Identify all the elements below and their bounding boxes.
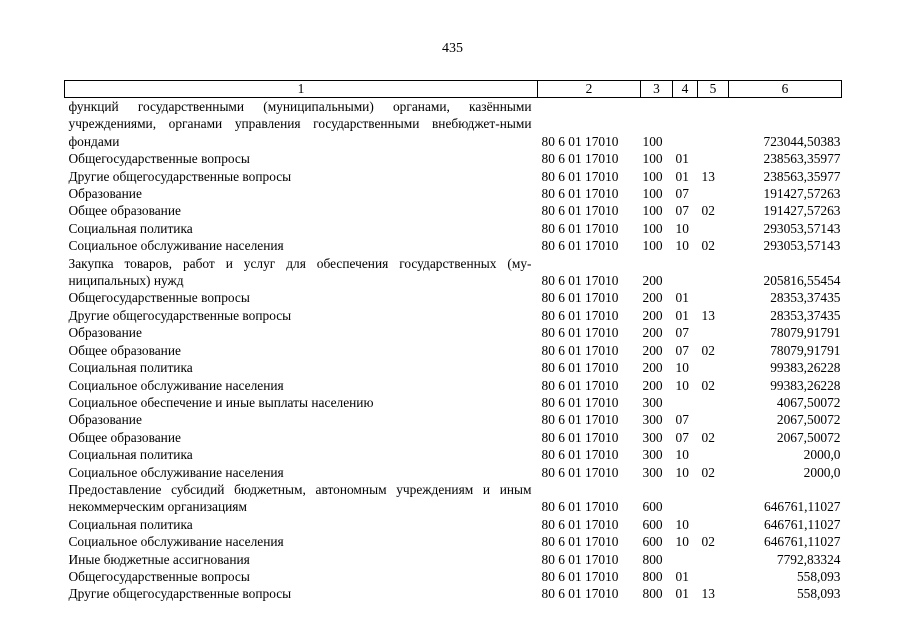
row-amount: 2000,0 [803, 464, 841, 480]
row-amount: 191427,57263 [763, 203, 841, 219]
row-subsection [698, 359, 729, 376]
header-col-5: 5 [698, 81, 729, 98]
table-row [65, 551, 842, 568]
row-subsection: 13 [701, 586, 715, 602]
row-amount: 2067,50072 [776, 429, 841, 445]
row-subsection: 02 [701, 429, 715, 445]
row-section: 07 [675, 342, 689, 358]
row-section: 10 [675, 238, 689, 254]
row-section: 01 [675, 168, 689, 184]
row-amount: 191427,57263 [763, 186, 841, 202]
row-subsection: 13 [701, 307, 715, 323]
row-section: 10 [675, 377, 689, 393]
row-code: 80 6 01 17010 [541, 429, 619, 445]
row-expense-type: 300 [642, 394, 663, 410]
row-section [673, 98, 698, 151]
table-row [65, 307, 842, 324]
row-name: Общее образование [68, 342, 181, 358]
row-section: 01 [675, 568, 689, 584]
row-section: 10 [675, 220, 689, 236]
row-subsection: 02 [701, 464, 715, 480]
row-name: Другие общегосударственные вопросы [68, 168, 292, 184]
table-row [65, 168, 842, 185]
row-section: 10 [675, 360, 689, 376]
row-code: 80 6 01 17010 [541, 586, 619, 602]
table-row [65, 533, 842, 550]
row-amount: 646761,11027 [764, 516, 841, 532]
table-row [65, 446, 842, 463]
row-section: 10 [675, 447, 689, 463]
row-amount: 646761,11027 [764, 534, 841, 550]
row-subsection: 13 [701, 168, 715, 184]
row-code: 80 6 01 17010 [541, 412, 619, 428]
row-name: Социальная политика [68, 220, 193, 236]
table-row [65, 429, 842, 446]
row-section: 07 [675, 412, 689, 428]
row-subsection [698, 516, 729, 533]
row-amount: 238563,35977 [763, 151, 841, 167]
row-code: 80 6 01 17010 [541, 133, 619, 149]
table-row [65, 342, 842, 359]
table-row [65, 289, 842, 306]
row-code: 80 6 01 17010 [541, 377, 619, 393]
row-subsection: 02 [701, 377, 715, 393]
row-name: Образование [68, 412, 142, 428]
row-section: 07 [675, 325, 689, 341]
row-expense-type: 200 [642, 377, 663, 393]
row-name: Общегосударственные вопросы [68, 568, 250, 584]
row-expense-type: 100 [642, 168, 663, 184]
row-amount: 205816,55454 [763, 273, 841, 289]
row-expense-type: 100 [642, 151, 663, 167]
row-expense-type: 200 [642, 273, 663, 289]
row-amount: 293053,57143 [763, 220, 841, 236]
row-code: 80 6 01 17010 [541, 499, 619, 515]
row-amount: 2067,50072 [776, 412, 841, 428]
row-amount: 99383,26228 [770, 377, 841, 393]
row-section: 07 [675, 203, 689, 219]
row-name: Общегосударственные вопросы [68, 151, 250, 167]
row-subsection [698, 551, 729, 568]
row-amount: 7792,83324 [776, 551, 841, 567]
row-name: Социальное обслуживание населения [68, 534, 284, 550]
row-subsection [698, 568, 729, 585]
row-code: 80 6 01 17010 [541, 464, 619, 480]
table-row [65, 359, 842, 376]
row-name: Социальная политика [68, 360, 193, 376]
table-row [65, 585, 842, 602]
row-name: Социальное обслуживание населения [68, 464, 284, 480]
row-name: Другие общегосударственные вопросы [68, 586, 292, 602]
row-code: 80 6 01 17010 [541, 325, 619, 341]
row-name: Социальная политика [68, 447, 193, 463]
row-amount: 238563,35977 [763, 168, 841, 184]
row-subsection [698, 289, 729, 306]
row-name: Иные бюджетные ассигнования [68, 551, 250, 567]
row-subsection [698, 411, 729, 428]
row-code: 80 6 01 17010 [541, 203, 619, 219]
table-row [65, 377, 842, 394]
table-row [65, 464, 842, 481]
row-subsection [698, 255, 729, 290]
table-header [65, 81, 842, 98]
row-amount: 4067,50072 [776, 394, 841, 410]
row-expense-type: 100 [642, 203, 663, 219]
row-expense-type: 300 [642, 412, 663, 428]
row-amount: 293053,57143 [763, 238, 841, 254]
row-section [673, 551, 698, 568]
row-code: 80 6 01 17010 [541, 290, 619, 306]
row-name: Образование [68, 186, 142, 202]
row-code: 80 6 01 17010 [541, 168, 619, 184]
table-row [65, 185, 842, 202]
row-code: 80 6 01 17010 [541, 360, 619, 376]
row-section [673, 394, 698, 411]
table-row [65, 255, 842, 290]
row-expense-type: 300 [642, 447, 663, 463]
row-name: Образование [68, 325, 142, 341]
row-expense-type: 200 [642, 307, 663, 323]
table-row [65, 324, 842, 341]
row-amount: 558,093 [796, 586, 841, 602]
row-amount: 28353,37435 [770, 307, 841, 323]
table-row [65, 202, 842, 219]
row-section: 10 [675, 464, 689, 480]
row-expense-type: 300 [642, 429, 663, 445]
table-row [65, 220, 842, 237]
table-row [65, 481, 842, 516]
row-expense-type: 100 [642, 238, 663, 254]
row-code: 80 6 01 17010 [541, 447, 619, 463]
row-subsection: 02 [701, 203, 715, 219]
page-number: 435 [442, 41, 463, 56]
row-code: 80 6 01 17010 [541, 307, 619, 323]
row-name: Социальное обслуживание населения [68, 377, 284, 393]
row-subsection: 02 [701, 342, 715, 358]
row-subsection [698, 220, 729, 237]
row-name: функций государственными (муниципальными) органами, казёнными учреждениями, органами управления государственными внебюджет-ными фондами [68, 99, 532, 149]
row-section: 10 [675, 534, 689, 550]
row-amount: 28353,37435 [770, 290, 841, 306]
row-expense-type: 800 [642, 586, 663, 602]
row-expense-type: 800 [642, 568, 663, 584]
row-code: 80 6 01 17010 [541, 516, 619, 532]
row-code: 80 6 01 17010 [541, 568, 619, 584]
row-expense-type: 800 [642, 551, 663, 567]
row-amount: 723044,50383 [763, 133, 841, 149]
row-expense-type: 100 [642, 186, 663, 202]
table-row [65, 394, 842, 411]
row-amount: 78079,91791 [770, 342, 841, 358]
row-name: Социальное обслуживание населения [68, 238, 284, 254]
row-name: Общее образование [68, 203, 181, 219]
row-section: 10 [675, 516, 689, 532]
table-body [65, 98, 842, 603]
row-subsection: 02 [701, 238, 715, 254]
table-row [65, 568, 842, 585]
row-amount: 78079,91791 [770, 325, 841, 341]
row-code: 80 6 01 17010 [541, 534, 619, 550]
row-subsection: 02 [701, 534, 715, 550]
row-expense-type: 200 [642, 325, 663, 341]
row-name: Общегосударственные вопросы [68, 290, 250, 306]
header-col-2: 2 [538, 81, 641, 98]
row-name: Предоставление субсидий бюджетным, автономным учреждениям и иным некоммерческим организациям [68, 481, 532, 515]
row-code: 80 6 01 17010 [541, 273, 619, 289]
row-code: 80 6 01 17010 [541, 186, 619, 202]
row-name: Общее образование [68, 429, 181, 445]
row-expense-type: 600 [642, 499, 663, 515]
row-code: 80 6 01 17010 [541, 394, 619, 410]
row-section: 07 [675, 186, 689, 202]
row-subsection [698, 98, 729, 151]
row-subsection [698, 481, 729, 516]
row-expense-type: 200 [642, 290, 663, 306]
row-section [673, 255, 698, 290]
row-code: 80 6 01 17010 [541, 238, 619, 254]
budget-table [64, 80, 842, 603]
header-col-4: 4 [673, 81, 698, 98]
row-expense-type: 600 [642, 534, 663, 550]
row-name: Социальное обеспечение и иные выплаты населению [68, 394, 374, 410]
table-row [65, 411, 842, 428]
row-name: Социальная политика [68, 516, 193, 532]
header-col-6: 6 [729, 81, 842, 98]
row-expense-type: 100 [642, 220, 663, 236]
row-section: 01 [675, 307, 689, 323]
row-subsection [698, 446, 729, 463]
row-expense-type: 600 [642, 516, 663, 532]
row-section: 01 [675, 586, 689, 602]
row-section [673, 481, 698, 516]
row-expense-type: 300 [642, 464, 663, 480]
row-subsection [698, 324, 729, 341]
table-row [65, 98, 842, 151]
row-amount: 99383,26228 [770, 360, 841, 376]
table-row [65, 237, 842, 254]
row-amount: 646761,11027 [764, 499, 841, 515]
table-row [65, 150, 842, 167]
table-row [65, 516, 842, 533]
header-row [65, 81, 842, 98]
row-section: 01 [675, 290, 689, 306]
row-code: 80 6 01 17010 [541, 220, 619, 236]
row-name: Другие общегосударственные вопросы [68, 307, 292, 323]
row-expense-type: 200 [642, 360, 663, 376]
row-amount: 2000,0 [803, 447, 841, 463]
row-code: 80 6 01 17010 [541, 342, 619, 358]
row-subsection [698, 394, 729, 411]
row-code: 80 6 01 17010 [541, 151, 619, 167]
row-section: 01 [675, 151, 689, 167]
row-amount: 558,093 [796, 568, 841, 584]
header-col-3: 3 [641, 81, 673, 98]
row-subsection [698, 150, 729, 167]
row-name: Закупка товаров, работ и услуг для обеспечения государственных (му-ниципальных) нужд [68, 255, 532, 289]
row-subsection [698, 185, 729, 202]
row-code: 80 6 01 17010 [541, 551, 619, 567]
header-col-1: 1 [65, 81, 538, 98]
row-expense-type: 200 [642, 342, 663, 358]
row-expense-type: 100 [642, 133, 663, 149]
row-section: 07 [675, 429, 689, 445]
